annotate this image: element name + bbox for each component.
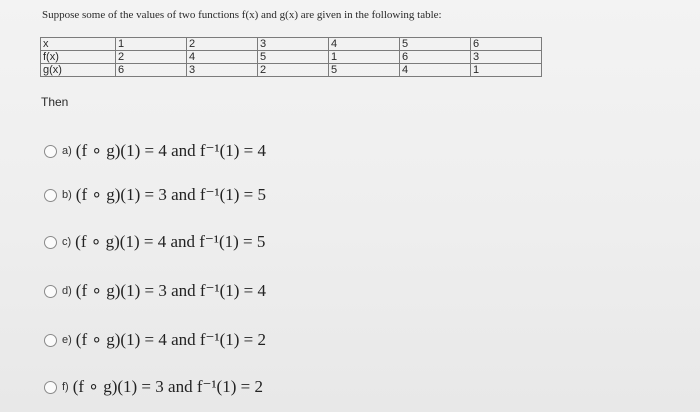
radio-button-icon[interactable] bbox=[44, 334, 57, 347]
option-letter: a) bbox=[62, 145, 72, 157]
radio-button-icon[interactable] bbox=[44, 285, 57, 298]
table-cell: 6 bbox=[400, 51, 471, 64]
option-c[interactable] bbox=[44, 231, 265, 253]
table-cell: 4 bbox=[187, 51, 258, 64]
table-cell: 5 bbox=[258, 51, 329, 64]
option-text: (f ∘ g)(1) = 3 and f⁻¹(1) = 4 bbox=[75, 281, 267, 300]
table-row-gx bbox=[41, 64, 542, 77]
table-cell: 2 bbox=[258, 64, 329, 77]
table-cell: 5 bbox=[329, 64, 400, 77]
row-label-fx: f(x) bbox=[41, 51, 116, 64]
table-cell: 6 bbox=[116, 64, 187, 77]
radio-button-icon[interactable] bbox=[44, 145, 57, 158]
table-row-x bbox=[41, 38, 542, 51]
table-cell: 2 bbox=[116, 51, 187, 64]
option-text: (f ∘ g)(1) = 4 and f⁻¹(1) = 2 bbox=[75, 330, 267, 349]
table-cell: 2 bbox=[187, 38, 258, 51]
option-letter: c) bbox=[62, 236, 72, 248]
option-a[interactable] bbox=[44, 140, 266, 162]
then-label: Then bbox=[41, 95, 69, 109]
table-cell: 1 bbox=[116, 38, 187, 51]
table-cell: 6 bbox=[471, 38, 542, 51]
row-label-gx: g(x) bbox=[41, 64, 116, 77]
table-cell: 4 bbox=[329, 38, 400, 51]
option-text: (f ∘ g)(1) = 4 and f⁻¹(1) = 5 bbox=[75, 232, 266, 251]
option-letter: f) bbox=[62, 381, 69, 393]
option-text: (f ∘ g)(1) = 3 and f⁻¹(1) = 5 bbox=[75, 185, 267, 204]
option-letter: d) bbox=[62, 285, 72, 297]
option-f[interactable] bbox=[44, 376, 263, 398]
table-cell: 3 bbox=[187, 64, 258, 77]
option-d[interactable] bbox=[44, 280, 266, 302]
row-label-x: x bbox=[41, 38, 116, 51]
table-cell: 3 bbox=[258, 38, 329, 51]
radio-button-icon[interactable] bbox=[44, 236, 57, 249]
option-b[interactable] bbox=[44, 184, 266, 206]
function-values-table bbox=[40, 37, 542, 77]
option-text: (f ∘ g)(1) = 4 and f⁻¹(1) = 4 bbox=[75, 141, 267, 160]
table-cell: 1 bbox=[329, 51, 400, 64]
table-cell: 1 bbox=[471, 64, 542, 77]
radio-button-icon[interactable] bbox=[44, 381, 57, 394]
option-e[interactable] bbox=[44, 329, 266, 351]
radio-button-icon[interactable] bbox=[44, 189, 57, 202]
option-text: (f ∘ g)(1) = 3 and f⁻¹(1) = 2 bbox=[72, 377, 263, 396]
table-cell: 3 bbox=[471, 51, 542, 64]
table-row-fx bbox=[41, 51, 542, 64]
option-letter: b) bbox=[62, 189, 72, 201]
question-text: Suppose some of the values of two functions f(x) and g(x) are given in the following table: bbox=[42, 9, 442, 21]
table-cell: 4 bbox=[400, 64, 471, 77]
table-cell: 5 bbox=[400, 38, 471, 51]
option-letter: e) bbox=[62, 334, 72, 346]
